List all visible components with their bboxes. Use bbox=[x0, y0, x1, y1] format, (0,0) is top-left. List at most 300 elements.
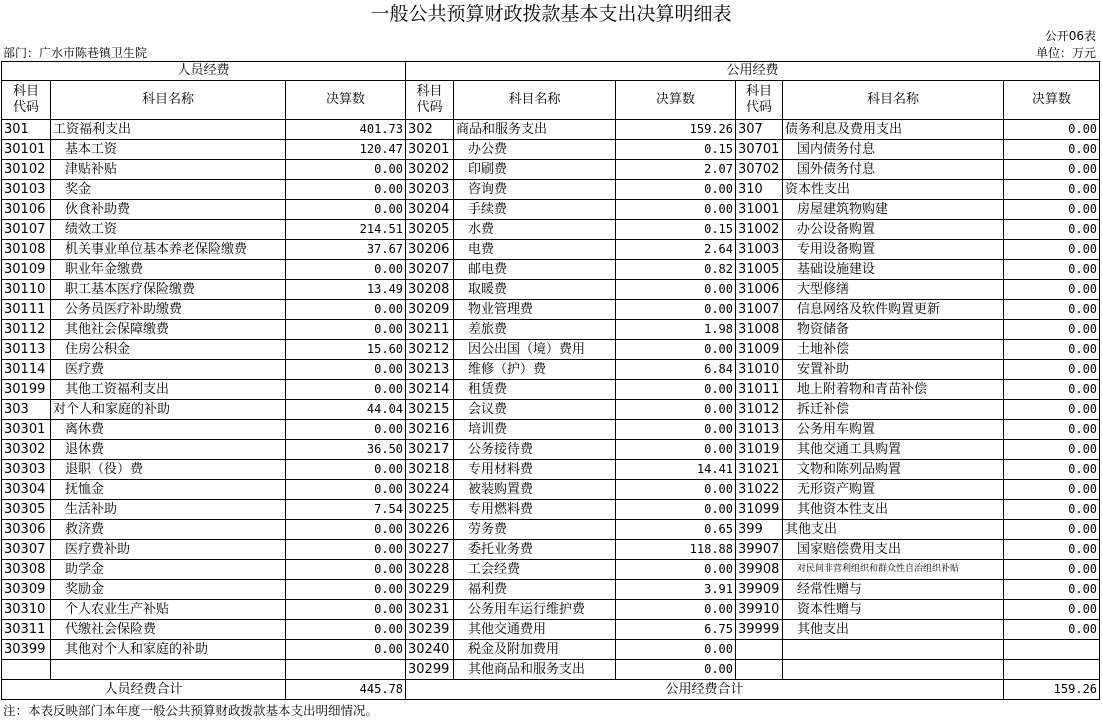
item-name: 信息网络及软件购置更新 bbox=[783, 300, 1004, 320]
item-code: 303 bbox=[2, 400, 51, 420]
item-code: 31008 bbox=[736, 320, 783, 340]
item-amount bbox=[1004, 660, 1100, 680]
item-code: 30227 bbox=[406, 540, 454, 560]
table-row bbox=[2, 520, 1100, 540]
item-code: 307 bbox=[736, 120, 783, 140]
item-amount: 0.00 bbox=[286, 600, 406, 620]
item-name bbox=[51, 660, 286, 680]
item-name: 国外债务付息 bbox=[783, 160, 1004, 180]
item-name: 印刷费 bbox=[454, 160, 616, 180]
item-code: 31003 bbox=[736, 240, 783, 260]
item-amount: 0.00 bbox=[616, 280, 736, 300]
item-name: 取暖费 bbox=[454, 280, 616, 300]
table-row bbox=[2, 620, 1100, 640]
item-code: 30212 bbox=[406, 340, 454, 360]
item-amount: 0.00 bbox=[286, 180, 406, 200]
item-amount: 0.00 bbox=[286, 360, 406, 380]
item-name: 退职（役）费 bbox=[51, 460, 286, 480]
item-code: 31001 bbox=[736, 200, 783, 220]
item-code: 30204 bbox=[406, 200, 454, 220]
item-code: 31012 bbox=[736, 400, 783, 420]
table-row bbox=[2, 120, 1100, 140]
item-name: 津贴补贴 bbox=[51, 160, 286, 180]
item-name: 职业年金缴费 bbox=[51, 260, 286, 280]
item-code: 30216 bbox=[406, 420, 454, 440]
item-code: 30109 bbox=[2, 260, 51, 280]
item-code: 30113 bbox=[2, 340, 51, 360]
table-row bbox=[2, 240, 1100, 260]
item-code: 30301 bbox=[2, 420, 51, 440]
item-amount: 6.75 bbox=[616, 620, 736, 640]
item-name: 工资福利支出 bbox=[51, 120, 286, 140]
item-name: 专用设备购置 bbox=[783, 240, 1004, 260]
item-code: 30211 bbox=[406, 320, 454, 340]
item-code: 39910 bbox=[736, 600, 783, 620]
item-code: 30226 bbox=[406, 520, 454, 540]
item-code: 30228 bbox=[406, 560, 454, 580]
item-amount: 0.00 bbox=[616, 300, 736, 320]
item-amount: 0.00 bbox=[1004, 220, 1100, 240]
item-amount: 13.49 bbox=[286, 280, 406, 300]
item-name: 咨询费 bbox=[454, 180, 616, 200]
table-row bbox=[2, 360, 1100, 380]
department-label: 部门：广水市陈巷镇卫生院 bbox=[3, 46, 148, 60]
item-amount: 0.00 bbox=[616, 420, 736, 440]
item-code: 31011 bbox=[736, 380, 783, 400]
item-name: 基本工资 bbox=[51, 140, 286, 160]
item-name: 其他支出 bbox=[783, 620, 1004, 640]
item-code: 30110 bbox=[2, 280, 51, 300]
item-code: 30102 bbox=[2, 160, 51, 180]
item-amount: 0.00 bbox=[1004, 580, 1100, 600]
table-row bbox=[2, 480, 1100, 500]
item-name: 会议费 bbox=[454, 400, 616, 420]
header-amount: 决算数 bbox=[1004, 81, 1100, 120]
item-name: 住房公积金 bbox=[51, 340, 286, 360]
item-code: 302 bbox=[406, 120, 454, 140]
item-code: 31009 bbox=[736, 340, 783, 360]
item-name: 物资储备 bbox=[783, 320, 1004, 340]
item-name: 资本性赠与 bbox=[783, 600, 1004, 620]
item-code bbox=[736, 660, 783, 680]
header-code: 科目 代码 bbox=[406, 81, 454, 120]
item-code: 31021 bbox=[736, 460, 783, 480]
item-amount: 0.00 bbox=[1004, 440, 1100, 460]
item-amount: 0.00 bbox=[286, 260, 406, 280]
item-amount: 0.00 bbox=[286, 560, 406, 580]
section-personnel-header: 人员经费 bbox=[2, 62, 406, 81]
item-amount: 0.00 bbox=[1004, 120, 1100, 140]
item-amount: 0.00 bbox=[286, 480, 406, 500]
item-name: 房屋建筑物购建 bbox=[783, 200, 1004, 220]
item-name: 专用材料费 bbox=[454, 460, 616, 480]
item-amount: 0.00 bbox=[616, 440, 736, 460]
item-amount: 0.00 bbox=[286, 320, 406, 340]
item-amount: 0.00 bbox=[1004, 320, 1100, 340]
item-code: 30307 bbox=[2, 540, 51, 560]
item-name: 委托业务费 bbox=[454, 540, 616, 560]
table-row bbox=[2, 560, 1100, 580]
item-name: 伙食补助费 bbox=[51, 200, 286, 220]
item-amount: 0.00 bbox=[286, 160, 406, 180]
item-amount: 0.00 bbox=[616, 340, 736, 360]
table-row bbox=[2, 580, 1100, 600]
item-code: 30199 bbox=[2, 380, 51, 400]
item-code: 30217 bbox=[406, 440, 454, 460]
item-amount bbox=[1004, 640, 1100, 660]
table-row bbox=[2, 500, 1100, 520]
item-code: 30101 bbox=[2, 140, 51, 160]
item-name: 救济费 bbox=[51, 520, 286, 540]
item-amount: 0.00 bbox=[286, 620, 406, 640]
item-amount: 0.00 bbox=[1004, 380, 1100, 400]
item-name: 商品和服务支出 bbox=[454, 120, 616, 140]
item-amount: 0.00 bbox=[1004, 480, 1100, 500]
item-amount: 0.00 bbox=[616, 600, 736, 620]
item-name: 绩效工资 bbox=[51, 220, 286, 240]
item-code: 30205 bbox=[406, 220, 454, 240]
item-code bbox=[2, 660, 51, 680]
item-amount: 0.00 bbox=[1004, 360, 1100, 380]
table-row bbox=[2, 160, 1100, 180]
item-amount: 214.51 bbox=[286, 220, 406, 240]
total-public-label: 公用经费合计 bbox=[406, 680, 1004, 700]
item-code: 30308 bbox=[2, 560, 51, 580]
item-amount: 0.00 bbox=[616, 500, 736, 520]
item-code: 301 bbox=[2, 120, 51, 140]
item-amount: 0.00 bbox=[1004, 520, 1100, 540]
item-amount: 0.00 bbox=[1004, 560, 1100, 580]
item-name: 国家赔偿费用支出 bbox=[783, 540, 1004, 560]
report-title: 一般公共预算财政拨款基本支出决算明细表 bbox=[370, 3, 732, 25]
item-amount: 0.00 bbox=[1004, 260, 1100, 280]
item-code: 30304 bbox=[2, 480, 51, 500]
item-name bbox=[783, 660, 1004, 680]
table-row bbox=[2, 260, 1100, 280]
item-amount: 0.00 bbox=[1004, 280, 1100, 300]
item-name: 基础设施建设 bbox=[783, 260, 1004, 280]
item-amount: 0.00 bbox=[1004, 140, 1100, 160]
item-amount: 0.00 bbox=[1004, 200, 1100, 220]
item-amount: 0.00 bbox=[286, 520, 406, 540]
form-number: 公开06表 bbox=[1044, 29, 1096, 43]
item-name: 维修（护）费 bbox=[454, 360, 616, 380]
table-row bbox=[2, 200, 1100, 220]
item-amount: 0.00 bbox=[1004, 300, 1100, 320]
item-name: 专用燃料费 bbox=[454, 500, 616, 520]
header-name: 科目名称 bbox=[783, 81, 1004, 120]
item-amount: 0.00 bbox=[286, 580, 406, 600]
item-code: 30112 bbox=[2, 320, 51, 340]
item-amount: 0.00 bbox=[1004, 420, 1100, 440]
item-code: 30229 bbox=[406, 580, 454, 600]
item-name: 国内债务付息 bbox=[783, 140, 1004, 160]
item-name: 工会经费 bbox=[454, 560, 616, 580]
item-name: 其他交通工具购置 bbox=[783, 440, 1004, 460]
item-name: 公务用车购置 bbox=[783, 420, 1004, 440]
item-name: 其他工资福利支出 bbox=[51, 380, 286, 400]
item-name: 生活补助 bbox=[51, 500, 286, 520]
item-code: 30224 bbox=[406, 480, 454, 500]
item-code: 30208 bbox=[406, 280, 454, 300]
item-name: 抚恤金 bbox=[51, 480, 286, 500]
item-amount: 15.60 bbox=[286, 340, 406, 360]
total-public-value: 159.26 bbox=[1004, 680, 1100, 700]
item-name: 办公费 bbox=[454, 140, 616, 160]
item-code: 310 bbox=[736, 180, 783, 200]
item-amount: 0.00 bbox=[1004, 500, 1100, 520]
item-amount: 36.50 bbox=[286, 440, 406, 460]
table-row bbox=[2, 420, 1100, 440]
item-amount: 0.00 bbox=[616, 380, 736, 400]
table-row bbox=[2, 220, 1100, 240]
item-code: 30303 bbox=[2, 460, 51, 480]
item-name: 职工基本医疗保险缴费 bbox=[51, 280, 286, 300]
item-code: 30201 bbox=[406, 140, 454, 160]
item-amount: 0.00 bbox=[616, 560, 736, 580]
item-name: 退休费 bbox=[51, 440, 286, 460]
item-amount: 7.54 bbox=[286, 500, 406, 520]
item-code: 30207 bbox=[406, 260, 454, 280]
unit-label: 单位：万元 bbox=[1035, 46, 1096, 60]
item-name: 助学金 bbox=[51, 560, 286, 580]
item-amount: 0.00 bbox=[616, 200, 736, 220]
item-amount: 0.00 bbox=[1004, 400, 1100, 420]
item-code: 30240 bbox=[406, 640, 454, 660]
item-name: 公务用车运行维护费 bbox=[454, 600, 616, 620]
item-name: 个人农业生产补贴 bbox=[51, 600, 286, 620]
item-name: 公务员医疗补助缴费 bbox=[51, 300, 286, 320]
footnote: 注：本表反映部门本年度一般公共预算财政拨款基本支出明细情况。 bbox=[3, 703, 379, 718]
item-name: 文物和陈列品购置 bbox=[783, 460, 1004, 480]
item-amount: 2.64 bbox=[616, 240, 736, 260]
item-code: 31019 bbox=[736, 440, 783, 460]
item-name: 地上附着物和青苗补偿 bbox=[783, 380, 1004, 400]
item-name: 租赁费 bbox=[454, 380, 616, 400]
item-amount: 0.00 bbox=[1004, 620, 1100, 640]
item-code: 30215 bbox=[406, 400, 454, 420]
item-amount: 0.82 bbox=[616, 260, 736, 280]
item-name: 其他对个人和家庭的补助 bbox=[51, 640, 286, 660]
table-row bbox=[2, 440, 1100, 460]
item-name: 代缴社会保险费 bbox=[51, 620, 286, 640]
item-code: 30702 bbox=[736, 160, 783, 180]
table-row bbox=[2, 380, 1100, 400]
item-code: 31002 bbox=[736, 220, 783, 240]
item-name: 劳务费 bbox=[454, 520, 616, 540]
item-name: 奖金 bbox=[51, 180, 286, 200]
item-code: 30239 bbox=[406, 620, 454, 640]
item-amount: 0.00 bbox=[616, 640, 736, 660]
table-row bbox=[2, 400, 1100, 420]
item-code: 30302 bbox=[2, 440, 51, 460]
item-amount: 0.00 bbox=[286, 420, 406, 440]
item-name: 大型修缮 bbox=[783, 280, 1004, 300]
item-amount: 0.00 bbox=[1004, 240, 1100, 260]
item-amount: 0.65 bbox=[616, 520, 736, 540]
item-code: 30203 bbox=[406, 180, 454, 200]
item-amount: 0.00 bbox=[286, 380, 406, 400]
table-row bbox=[2, 540, 1100, 560]
table-row bbox=[2, 320, 1100, 340]
item-name: 无形资产购置 bbox=[783, 480, 1004, 500]
item-code: 31006 bbox=[736, 280, 783, 300]
item-code: 30701 bbox=[736, 140, 783, 160]
item-amount: 14.41 bbox=[616, 460, 736, 480]
header-code: 科目 代码 bbox=[736, 81, 783, 120]
item-code: 30231 bbox=[406, 600, 454, 620]
header-amount: 决算数 bbox=[616, 81, 736, 120]
item-code: 31010 bbox=[736, 360, 783, 380]
item-code: 399 bbox=[736, 520, 783, 540]
item-amount: 0.00 bbox=[286, 640, 406, 660]
table-row bbox=[2, 140, 1100, 160]
item-code: 30213 bbox=[406, 360, 454, 380]
item-name: 经常性赠与 bbox=[783, 580, 1004, 600]
header-amount: 决算数 bbox=[286, 81, 406, 120]
header-name: 科目名称 bbox=[454, 81, 616, 120]
item-amount: 0.00 bbox=[286, 200, 406, 220]
section-public-header: 公用经费 bbox=[406, 62, 1100, 81]
item-name: 离休费 bbox=[51, 420, 286, 440]
item-amount: 0.00 bbox=[1004, 540, 1100, 560]
table-row bbox=[2, 640, 1100, 660]
item-name: 培训费 bbox=[454, 420, 616, 440]
item-name: 电费 bbox=[454, 240, 616, 260]
item-code: 39907 bbox=[736, 540, 783, 560]
table-row bbox=[2, 660, 1100, 680]
table-row bbox=[2, 280, 1100, 300]
item-amount: 159.26 bbox=[616, 120, 736, 140]
table-row bbox=[2, 180, 1100, 200]
item-amount: 0.00 bbox=[286, 300, 406, 320]
item-name: 债务利息及费用支出 bbox=[783, 120, 1004, 140]
item-name: 其他支出 bbox=[783, 520, 1004, 540]
item-name: 其他商品和服务支出 bbox=[454, 660, 616, 680]
item-amount: 0.00 bbox=[1004, 340, 1100, 360]
item-name: 拆迁补偿 bbox=[783, 400, 1004, 420]
item-code: 30111 bbox=[2, 300, 51, 320]
item-code: 30107 bbox=[2, 220, 51, 240]
item-name: 办公设备购置 bbox=[783, 220, 1004, 240]
item-amount: 2.07 bbox=[616, 160, 736, 180]
item-name: 土地补偿 bbox=[783, 340, 1004, 360]
item-name: 邮电费 bbox=[454, 260, 616, 280]
item-name: 其他资本性支出 bbox=[783, 500, 1004, 520]
header-code: 科目 代码 bbox=[2, 81, 51, 120]
table-row bbox=[2, 340, 1100, 360]
item-name: 机关事业单位基本养老保险缴费 bbox=[51, 240, 286, 260]
item-name: 公务接待费 bbox=[454, 440, 616, 460]
item-name: 对民间非营利组织和群众性自治组织补贴 bbox=[783, 560, 1004, 580]
item-code: 31099 bbox=[736, 500, 783, 520]
item-code: 30202 bbox=[406, 160, 454, 180]
item-code: 39908 bbox=[736, 560, 783, 580]
item-name: 差旅费 bbox=[454, 320, 616, 340]
item-name: 医疗费补助 bbox=[51, 540, 286, 560]
item-name: 安置补助 bbox=[783, 360, 1004, 380]
item-name: 对个人和家庭的补助 bbox=[51, 400, 286, 420]
item-code: 30114 bbox=[2, 360, 51, 380]
header-name: 科目名称 bbox=[51, 81, 286, 120]
item-name: 手续费 bbox=[454, 200, 616, 220]
item-amount: 0.00 bbox=[1004, 600, 1100, 620]
item-code: 39999 bbox=[736, 620, 783, 640]
item-name: 税金及附加费用 bbox=[454, 640, 616, 660]
item-amount: 0.00 bbox=[1004, 180, 1100, 200]
item-code: 31007 bbox=[736, 300, 783, 320]
item-code: 39909 bbox=[736, 580, 783, 600]
item-amount: 0.00 bbox=[616, 480, 736, 500]
item-amount: 44.04 bbox=[286, 400, 406, 420]
item-name: 其他社会保障缴费 bbox=[51, 320, 286, 340]
item-amount: 118.88 bbox=[616, 540, 736, 560]
totals-row bbox=[2, 680, 1100, 700]
item-name bbox=[783, 640, 1004, 660]
item-code: 31013 bbox=[736, 420, 783, 440]
item-code: 30311 bbox=[2, 620, 51, 640]
item-code: 30306 bbox=[2, 520, 51, 540]
item-amount: 0.00 bbox=[616, 180, 736, 200]
item-amount: 0.15 bbox=[616, 140, 736, 160]
item-amount: 0.00 bbox=[1004, 160, 1100, 180]
item-name: 因公出国（境）费用 bbox=[454, 340, 616, 360]
item-amount: 1.98 bbox=[616, 320, 736, 340]
item-code: 30209 bbox=[406, 300, 454, 320]
item-amount: 0.00 bbox=[286, 540, 406, 560]
item-amount: 401.73 bbox=[286, 120, 406, 140]
table-row bbox=[2, 300, 1100, 320]
item-code: 30299 bbox=[406, 660, 454, 680]
item-amount: 0.15 bbox=[616, 220, 736, 240]
item-code: 30310 bbox=[2, 600, 51, 620]
item-amount: 37.67 bbox=[286, 240, 406, 260]
item-name: 其他交通费用 bbox=[454, 620, 616, 640]
item-code: 30214 bbox=[406, 380, 454, 400]
item-code: 30225 bbox=[406, 500, 454, 520]
table-row bbox=[2, 460, 1100, 480]
item-code: 30206 bbox=[406, 240, 454, 260]
item-name: 福利费 bbox=[454, 580, 616, 600]
total-personnel-value: 445.78 bbox=[286, 680, 406, 700]
item-amount bbox=[286, 660, 406, 680]
table-row bbox=[2, 600, 1100, 620]
item-code: 30309 bbox=[2, 580, 51, 600]
item-code bbox=[736, 640, 783, 660]
item-code: 30218 bbox=[406, 460, 454, 480]
item-amount: 0.00 bbox=[286, 460, 406, 480]
item-amount: 0.00 bbox=[1004, 460, 1100, 480]
item-amount: 3.91 bbox=[616, 580, 736, 600]
item-code: 30103 bbox=[2, 180, 51, 200]
item-name: 水费 bbox=[454, 220, 616, 240]
item-code: 31005 bbox=[736, 260, 783, 280]
expenditure-table bbox=[1, 61, 1100, 700]
item-code: 30399 bbox=[2, 640, 51, 660]
item-name: 奖励金 bbox=[51, 580, 286, 600]
item-name: 被装购置费 bbox=[454, 480, 616, 500]
item-code: 31022 bbox=[736, 480, 783, 500]
item-amount: 0.00 bbox=[616, 400, 736, 420]
item-amount: 120.47 bbox=[286, 140, 406, 160]
item-code: 30108 bbox=[2, 240, 51, 260]
item-name: 医疗费 bbox=[51, 360, 286, 380]
item-name: 资本性支出 bbox=[783, 180, 1004, 200]
item-name: 物业管理费 bbox=[454, 300, 616, 320]
item-code: 30106 bbox=[2, 200, 51, 220]
item-code: 30305 bbox=[2, 500, 51, 520]
item-amount: 0.00 bbox=[616, 660, 736, 680]
